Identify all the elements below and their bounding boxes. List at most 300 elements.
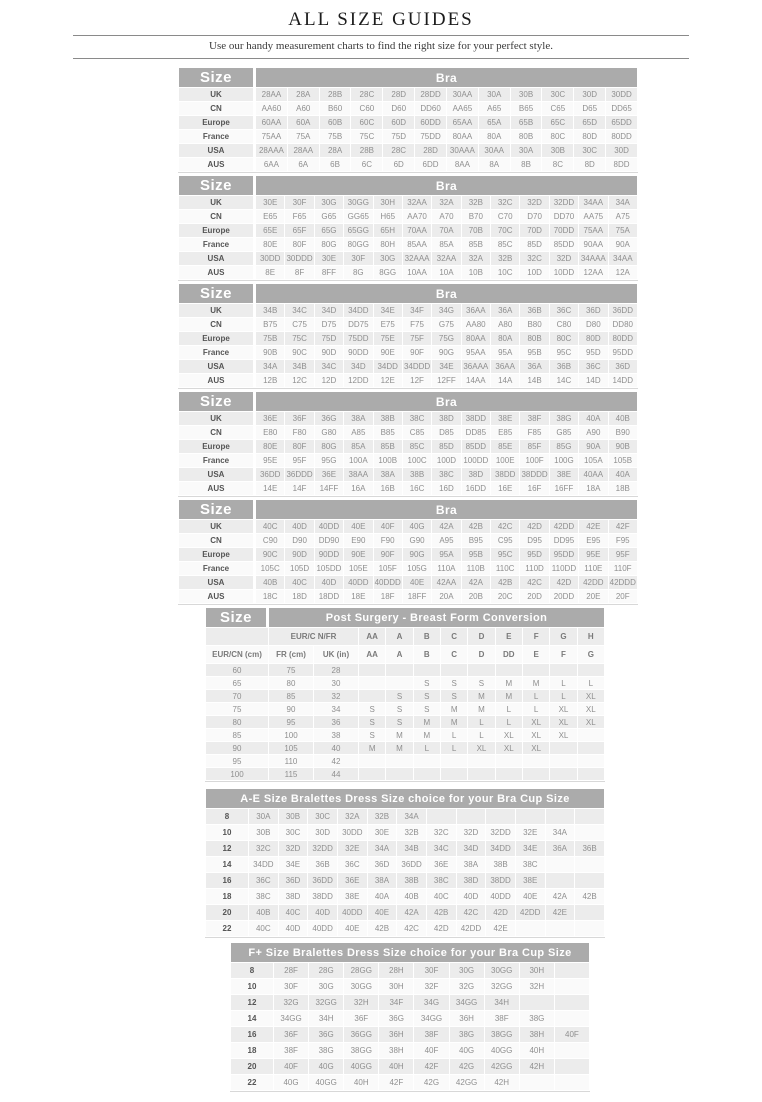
row-label: France bbox=[179, 130, 255, 143]
size-cell: 38A bbox=[374, 876, 390, 885]
size-cell: 28D bbox=[391, 90, 407, 99]
row-label: USA bbox=[179, 144, 255, 157]
table-title: Bra bbox=[256, 284, 637, 303]
size-cell: 8E bbox=[265, 268, 276, 277]
fit-cell: S bbox=[396, 717, 403, 727]
size-cell: 30C bbox=[550, 90, 566, 99]
size-cell: E75 bbox=[380, 320, 395, 329]
size-cell: 42DD bbox=[553, 522, 575, 531]
size-cell: 8GG bbox=[379, 268, 397, 277]
size-cell: 14DD bbox=[612, 376, 633, 385]
size-cell: AA75 bbox=[583, 212, 604, 221]
fit-cell: M bbox=[505, 691, 513, 701]
size-cell: 20B bbox=[468, 592, 483, 601]
size-cell: D85 bbox=[439, 428, 454, 437]
spacer-cell bbox=[206, 628, 268, 645]
size-cell bbox=[516, 921, 545, 936]
table-row bbox=[206, 703, 604, 715]
size-cell bbox=[575, 809, 604, 824]
size-cell: 36C bbox=[255, 876, 271, 885]
size-cell: 40DD bbox=[342, 908, 363, 917]
size-cell: 40C bbox=[285, 908, 301, 917]
size-cell: 34E bbox=[439, 362, 454, 371]
size-cell: 60A bbox=[296, 118, 311, 127]
size-cell: 40G bbox=[409, 522, 425, 531]
size-cell: 36G bbox=[318, 1030, 334, 1039]
size-cell: 16E bbox=[498, 484, 513, 493]
size-cell: 34DD bbox=[253, 860, 274, 869]
size-cell: 65AA bbox=[452, 118, 473, 127]
size-cell: 32F bbox=[424, 982, 439, 991]
cup-header: D bbox=[478, 632, 485, 641]
size-cell: 34F bbox=[410, 306, 424, 315]
fit-cell: XL bbox=[585, 704, 596, 714]
size-cell: 110B bbox=[466, 564, 485, 573]
measurement-cell: 70 bbox=[232, 691, 242, 701]
column-label: UK (in) bbox=[322, 650, 350, 659]
size-cell: 32E bbox=[345, 844, 360, 853]
size-cell: 85E bbox=[498, 442, 513, 451]
size-cell: 90D bbox=[321, 348, 337, 357]
size-cell: 40F bbox=[380, 522, 395, 531]
size-cell: 36DD bbox=[259, 470, 281, 479]
fit-cell: M bbox=[423, 730, 431, 740]
table-row bbox=[179, 562, 637, 575]
size-cell: 30DD bbox=[259, 254, 281, 263]
fit-cell: XL bbox=[531, 743, 542, 753]
size-cell: 40B bbox=[256, 908, 271, 917]
measurement-cell: 40 bbox=[331, 743, 341, 753]
size-cell: 30G bbox=[380, 254, 396, 263]
cup-header: C bbox=[451, 650, 458, 659]
size-cell: 32D bbox=[527, 198, 542, 207]
fit-cell bbox=[386, 677, 412, 689]
table-row bbox=[206, 729, 604, 741]
measurement-cell: 30 bbox=[331, 678, 341, 688]
size-cell: 36DDD bbox=[286, 470, 313, 479]
cup-header: A bbox=[396, 650, 403, 659]
size-cell: 38E bbox=[345, 892, 360, 901]
size-cell: 30A bbox=[487, 90, 502, 99]
row-label: USA bbox=[179, 252, 255, 265]
size-cell: 36E bbox=[434, 860, 449, 869]
size-cell: 95AA bbox=[466, 348, 486, 357]
size-cell: 8D bbox=[584, 160, 595, 169]
dress-size-label: 8 bbox=[249, 966, 255, 975]
fit-cell bbox=[359, 664, 385, 676]
row-label: USA bbox=[179, 468, 255, 481]
table-row bbox=[206, 841, 604, 856]
table-row bbox=[179, 130, 637, 143]
dress-size-label: 22 bbox=[247, 1078, 257, 1087]
size-cell: 90AA bbox=[583, 240, 604, 249]
size-cell: DD95 bbox=[553, 536, 575, 545]
table-row bbox=[179, 520, 637, 533]
size-cell: 14C bbox=[556, 376, 572, 385]
size-cell: 85A bbox=[439, 240, 454, 249]
fit-cell bbox=[578, 768, 604, 780]
size-cell: 18D bbox=[292, 592, 307, 601]
size-cell: 85B bbox=[468, 240, 483, 249]
fit-cell: XL bbox=[558, 704, 569, 714]
size-cell: 38AA bbox=[348, 470, 369, 479]
size-cell: 38G bbox=[556, 414, 572, 423]
table-row bbox=[179, 284, 637, 303]
size-cell: 36A bbox=[498, 306, 513, 315]
size-cell: B95 bbox=[468, 536, 483, 545]
size-cell: 8A bbox=[489, 160, 500, 169]
size-cell: 40C bbox=[433, 892, 449, 901]
size-cell: 8F bbox=[294, 268, 305, 277]
size-cell bbox=[546, 921, 575, 936]
size-cell: 32C bbox=[527, 254, 542, 263]
table-row bbox=[179, 548, 637, 561]
table-row bbox=[179, 482, 637, 495]
page-header bbox=[0, 9, 762, 59]
size-header: Size bbox=[206, 608, 268, 627]
size-cell bbox=[575, 905, 604, 920]
table-row bbox=[179, 252, 637, 265]
size-cell: 85D bbox=[527, 240, 542, 249]
bralettes-fplus-table bbox=[230, 942, 590, 1092]
size-cell: 20DD bbox=[553, 592, 575, 601]
size-cell: 32GG bbox=[491, 982, 513, 991]
size-cell: 105A bbox=[583, 456, 603, 465]
measurement-cell: 90 bbox=[286, 704, 296, 714]
size-cell: 40E bbox=[523, 892, 538, 901]
size-cell: 28D bbox=[423, 146, 438, 155]
size-cell: 30H bbox=[380, 198, 396, 207]
table-row bbox=[179, 534, 637, 547]
size-cell: E85 bbox=[498, 428, 513, 437]
size-cell: 40E bbox=[345, 924, 360, 933]
size-cell: 100C bbox=[407, 456, 427, 465]
size-cell: 90G bbox=[409, 550, 425, 559]
table-row bbox=[179, 454, 637, 467]
size-cell: 42F bbox=[424, 1062, 439, 1071]
fit-cell bbox=[496, 664, 522, 676]
size-cell: 36DD bbox=[312, 876, 333, 885]
size-cell: 75B bbox=[263, 334, 278, 343]
size-cell: 28A bbox=[296, 90, 311, 99]
size-cell: H65 bbox=[380, 212, 396, 221]
fit-cell bbox=[578, 742, 604, 754]
size-cell: 32A bbox=[345, 812, 360, 821]
size-cell: 42E bbox=[552, 908, 567, 917]
size-cell: B80 bbox=[527, 320, 542, 329]
fit-cell: M bbox=[478, 704, 485, 714]
size-cell: 30D bbox=[315, 828, 330, 837]
size-cell: 80D bbox=[582, 132, 598, 141]
table-row bbox=[179, 392, 637, 411]
size-cell: 40F bbox=[284, 1062, 298, 1071]
size-cell: 32H bbox=[529, 982, 545, 991]
table-row bbox=[206, 664, 604, 676]
table-row bbox=[179, 374, 637, 387]
size-cell: 42B bbox=[434, 908, 449, 917]
size-cell: 30E bbox=[263, 198, 278, 207]
fit-cell: L bbox=[451, 743, 457, 753]
size-cell: 100A bbox=[348, 456, 368, 465]
size-cell: 75A bbox=[615, 226, 630, 235]
size-cell: B65 bbox=[518, 104, 534, 113]
size-cell: C70 bbox=[497, 212, 513, 221]
size-cell: G65 bbox=[321, 212, 337, 221]
row-label: France bbox=[179, 346, 255, 359]
size-cell: 6D bbox=[393, 160, 404, 169]
size-cell: 90G bbox=[438, 348, 454, 357]
cup-header: B bbox=[423, 632, 430, 641]
dress-size-label: 14 bbox=[222, 860, 232, 869]
size-cell: 12F bbox=[410, 376, 424, 385]
size-cell: 80C bbox=[556, 334, 572, 343]
size-cell: A65 bbox=[487, 104, 502, 113]
table-row bbox=[206, 873, 604, 888]
fit-cell bbox=[386, 664, 412, 676]
size-cell: 6C bbox=[361, 160, 373, 169]
size-cell: G85 bbox=[556, 428, 572, 437]
size-cell: 30C bbox=[315, 812, 330, 821]
cup-header: G bbox=[560, 632, 567, 641]
size-cell: 95D bbox=[527, 550, 542, 559]
table-row bbox=[179, 360, 637, 373]
fit-cell: XL bbox=[531, 730, 542, 740]
size-cell: 32B bbox=[374, 812, 390, 821]
size-header: Size bbox=[179, 68, 255, 87]
size-cell: 110A bbox=[437, 564, 456, 573]
size-cell: 28GG bbox=[350, 966, 372, 975]
size-cell: 14E bbox=[263, 484, 278, 493]
size-cell: 30E bbox=[374, 828, 390, 837]
size-cell: 95DD bbox=[553, 550, 575, 559]
size-cell: 105E bbox=[348, 564, 368, 573]
size-cell: 8C bbox=[552, 160, 563, 169]
size-cell: 75A bbox=[296, 132, 311, 141]
size-cell: 95F bbox=[292, 456, 307, 465]
size-header: Size bbox=[179, 284, 255, 303]
size-cell: 34A bbox=[552, 828, 567, 837]
size-cell: 38G bbox=[529, 1014, 545, 1023]
size-cell: 16F bbox=[527, 484, 542, 493]
size-cell: 65F bbox=[292, 226, 307, 235]
size-cell bbox=[555, 1075, 589, 1090]
fit-cell: M bbox=[450, 717, 458, 727]
size-cell: 6B bbox=[330, 160, 340, 169]
size-cell: 34E bbox=[285, 860, 301, 869]
size-cell: 8FF bbox=[321, 268, 337, 277]
size-cell: 34G bbox=[423, 998, 440, 1007]
fit-cell: XL bbox=[503, 743, 514, 753]
measurement-cell: 38 bbox=[331, 730, 341, 740]
row-label: CN bbox=[179, 534, 255, 547]
table-row bbox=[179, 412, 637, 425]
size-cell: 90B bbox=[615, 442, 630, 451]
size-cell: 75DD bbox=[420, 132, 441, 141]
size-cell: 40A bbox=[374, 892, 390, 901]
size-cell: 65DD bbox=[611, 118, 632, 127]
row-label: AUS bbox=[179, 374, 255, 387]
size-cell: 80G bbox=[321, 240, 337, 249]
size-cell: F75 bbox=[410, 320, 424, 329]
size-cell: E95 bbox=[586, 536, 601, 545]
size-cell: 42A bbox=[468, 578, 483, 587]
size-cell: 30B bbox=[256, 828, 271, 837]
table-row bbox=[179, 144, 637, 157]
size-cell: B75 bbox=[263, 320, 278, 329]
size-cell: 32AA bbox=[407, 198, 427, 207]
measurement-cell: 90 bbox=[232, 743, 242, 753]
size-cell: 40G bbox=[318, 1062, 334, 1071]
dress-size-label: 10 bbox=[247, 982, 257, 991]
size-cell: 34A bbox=[374, 844, 390, 853]
size-cell: 42D bbox=[527, 522, 542, 531]
size-cell: 34B bbox=[292, 362, 307, 371]
table-row bbox=[179, 88, 637, 101]
size-cell: 42GG bbox=[491, 1062, 513, 1071]
size-cell: 36G bbox=[388, 1014, 404, 1023]
fit-cell bbox=[550, 742, 576, 754]
size-cell: 34C bbox=[292, 306, 307, 315]
size-cell: 75G bbox=[438, 334, 454, 343]
size-cell: 75DD bbox=[348, 334, 369, 343]
fit-cell: S bbox=[369, 704, 375, 714]
table-row bbox=[206, 716, 604, 728]
size-cell: A95 bbox=[439, 536, 454, 545]
size-cell: 36G bbox=[321, 414, 337, 423]
size-cell: 95G bbox=[321, 456, 337, 465]
size-cell: 85D bbox=[439, 442, 454, 451]
fit-cell bbox=[359, 755, 385, 767]
size-cell: 30D bbox=[614, 146, 629, 155]
size-cell: 30C bbox=[582, 146, 598, 155]
fit-cell: L bbox=[506, 717, 512, 727]
measurement-cell: 65 bbox=[232, 678, 242, 688]
fit-cell: S bbox=[478, 678, 485, 688]
size-cell: 85DD bbox=[465, 442, 487, 451]
row-label: UK bbox=[179, 520, 255, 533]
fit-cell bbox=[468, 664, 494, 676]
fit-cell: XL bbox=[503, 730, 514, 740]
post-surgery-table bbox=[205, 607, 605, 782]
bralettes-ae-table bbox=[205, 788, 605, 938]
fit-cell: M bbox=[396, 730, 403, 740]
size-cell: 30G bbox=[459, 966, 475, 975]
fit-cell bbox=[468, 768, 494, 780]
size-cell bbox=[555, 1011, 589, 1026]
size-cell: 75F bbox=[410, 334, 424, 343]
size-cell: 42DD bbox=[460, 924, 482, 933]
fit-cell: S bbox=[396, 691, 403, 701]
size-cell: AA70 bbox=[407, 212, 427, 221]
row-label: CN bbox=[179, 102, 255, 115]
size-cell: 34D bbox=[350, 362, 366, 371]
size-cell: 36C bbox=[556, 306, 572, 315]
fit-cell: L bbox=[479, 730, 484, 740]
size-cell: 65H bbox=[380, 226, 396, 235]
size-cell: 75B bbox=[327, 132, 343, 141]
size-cell: 14A bbox=[498, 376, 513, 385]
size-cell: 38H bbox=[529, 1030, 545, 1039]
size-cell: 110C bbox=[495, 564, 515, 573]
size-cell: 32D bbox=[285, 844, 301, 853]
fit-cell: S bbox=[424, 678, 430, 688]
size-cell: 90C bbox=[262, 550, 278, 559]
size-cell: 95F bbox=[615, 550, 630, 559]
size-cell: 16FF bbox=[554, 484, 574, 493]
table-row bbox=[231, 1027, 589, 1042]
size-cell: 30DD bbox=[611, 90, 632, 99]
size-cell: 30F bbox=[292, 198, 307, 207]
size-cell bbox=[457, 809, 486, 824]
fit-cell bbox=[386, 755, 412, 767]
size-cell: 110F bbox=[613, 564, 632, 573]
table-row bbox=[206, 628, 604, 645]
size-cell: 105B bbox=[613, 456, 633, 465]
size-cell: 70A bbox=[439, 226, 454, 235]
size-cell: 42H bbox=[494, 1078, 510, 1087]
size-cell: 38E bbox=[556, 470, 572, 479]
size-cell: 36F bbox=[354, 1014, 369, 1023]
size-cell: 38C bbox=[433, 876, 449, 885]
fit-cell bbox=[550, 768, 576, 780]
size-cell: 28B bbox=[327, 90, 343, 99]
size-cell: 95B bbox=[468, 550, 483, 559]
size-cell: 105G bbox=[407, 564, 427, 573]
measurement-cell: 115 bbox=[284, 769, 298, 779]
bra-size-table-1 bbox=[178, 67, 638, 173]
fit-cell bbox=[496, 755, 522, 767]
dress-size-label: 18 bbox=[222, 892, 232, 901]
size-cell: 95DD bbox=[612, 348, 633, 357]
size-cell: 12B bbox=[263, 376, 278, 385]
size-cell: 40G bbox=[459, 1046, 475, 1055]
size-cell: 36A bbox=[527, 362, 542, 371]
size-cell: 10AA bbox=[407, 268, 427, 277]
size-cell: DD85 bbox=[465, 428, 487, 437]
size-cell: 85C bbox=[409, 442, 425, 451]
table-row bbox=[206, 677, 604, 689]
row-label: USA bbox=[179, 576, 255, 589]
bra-size-table-2 bbox=[178, 175, 638, 281]
fit-cell: L bbox=[588, 678, 594, 688]
size-cell: 40DD bbox=[312, 924, 333, 933]
size-cell bbox=[427, 809, 456, 824]
size-cell: B85 bbox=[380, 428, 395, 437]
size-cell: 18E bbox=[351, 592, 366, 601]
size-cell: 85AA bbox=[407, 240, 427, 249]
size-cell: 40AA bbox=[583, 470, 604, 479]
size-cell: A70 bbox=[439, 212, 454, 221]
row-label: Europe bbox=[179, 548, 255, 561]
table-title: Post Surgery - Breast Form Conversion bbox=[269, 608, 604, 627]
row-label: UK bbox=[179, 196, 255, 209]
size-cell bbox=[575, 825, 604, 840]
column-label: EUR/CN (cm) bbox=[212, 650, 262, 659]
size-header: Size bbox=[179, 176, 255, 195]
size-cell: D70 bbox=[527, 212, 542, 221]
fit-cell: M bbox=[368, 743, 376, 753]
size-cell: 34DD bbox=[490, 844, 511, 853]
fit-cell bbox=[386, 768, 412, 780]
dress-size-label: 8 bbox=[224, 812, 230, 821]
size-cell: 42A bbox=[439, 522, 454, 531]
size-cell: 42B bbox=[374, 924, 390, 933]
fit-cell: M bbox=[478, 691, 485, 701]
size-cell: 70DD bbox=[553, 226, 575, 235]
size-cell: DD80 bbox=[612, 320, 633, 329]
size-cell: 42A bbox=[552, 892, 567, 901]
size-cell bbox=[546, 873, 575, 888]
